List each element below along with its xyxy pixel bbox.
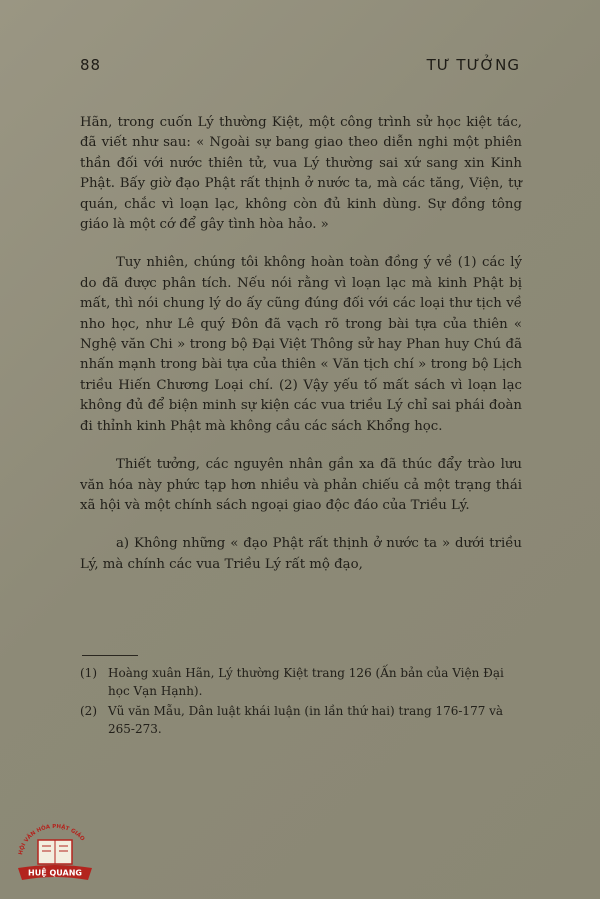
footnote-number: (1) [80,666,97,680]
body-text [80,113,522,593]
paragraph-4: a) Không những « đạo Phật rất thịnh ở nước ta » dưới triều Lý, mà chính các vua Triều Lý rất mộ đạo, [80,536,522,572]
footnotes [80,665,522,741]
svg-text:HỘI VĂN HÓA PHẬT GIÁO: HỘI VĂN HÓA PHẬT GIÁO [18,823,86,856]
paragraph-3: Thiết tưởng, các nguyên nhân gần xa đã thúc đẩy trào lưu văn hóa này phức tạp hơn nhiều và phản chiếu cả một trạng thái xã hội và một chính sách ngoại giao độc đáo của Triều Lý. [80,457,522,513]
footnote-text: Hoàng xuân Hãn, Lý thường Kiệt trang 126 (Ấn bản của Viện Đại học Vạn Hạnh). [108,666,504,698]
hue-quang-logo [12,818,98,888]
running-header [80,56,520,74]
footnote-2 [80,703,522,738]
paragraph-1: Hãn, trong cuốn Lý thường Kiệt, một công trình sử học kiệt tác, đã viết như sau: « Ngoài sự bang giao theo diễn nghi một phiên thần đối với nước thiên tử, vua Lý thường sai xứ sang xin Kinh Phật. Bấy giờ đạo Phật rất thịnh ở nước ta, mà các tăng, Viện, tự quán, chắc vì loạn lạc, không còn đủ kinh dùng. Sự đồng tông giáo là một cớ để gây tình hòa hảo. » [80,115,522,233]
logo-banner-text: HUỆ QUANG [28,868,82,878]
footnote-1 [80,665,522,700]
footnote-number: (2) [80,704,97,718]
footnote-divider [82,655,138,656]
page-number: 88 [80,56,102,74]
paragraph-2: Tuy nhiên, chúng tôi không hoàn toàn đồng ý về (1) các lý do đã được phân tích. Nếu nói rằng vì loạn lạc mà kinh Phật bị mất, thì nói chung lý do ấy cũng đúng đối với các loại thư tịch về nho học, như Lê quý Đôn đã vạch rõ trong bài tựa của thiên « Nghệ văn Chi » trong bộ Đại Việt Thông sử hay Phan huy Chú đã nhấn mạnh trong bài tựa của thiên « Văn tịch chí » trong bộ Lịch triều Hiến Chương Loại chí. (2) Vậy yếu tố mất sách vì loạn lạc không đủ để biện minh sự kiện các vua triều Lý chỉ sai phái đoàn đi thỉnh kinh Phật mà không cầu các sách Khổng học. [80,255,522,434]
running-title: TƯ TƯỞNG [426,56,520,74]
footnote-text: Vũ văn Mẫu, Dân luật khái luận (in lần thứ hai) trang 176-177 và 265-273. [108,704,504,736]
